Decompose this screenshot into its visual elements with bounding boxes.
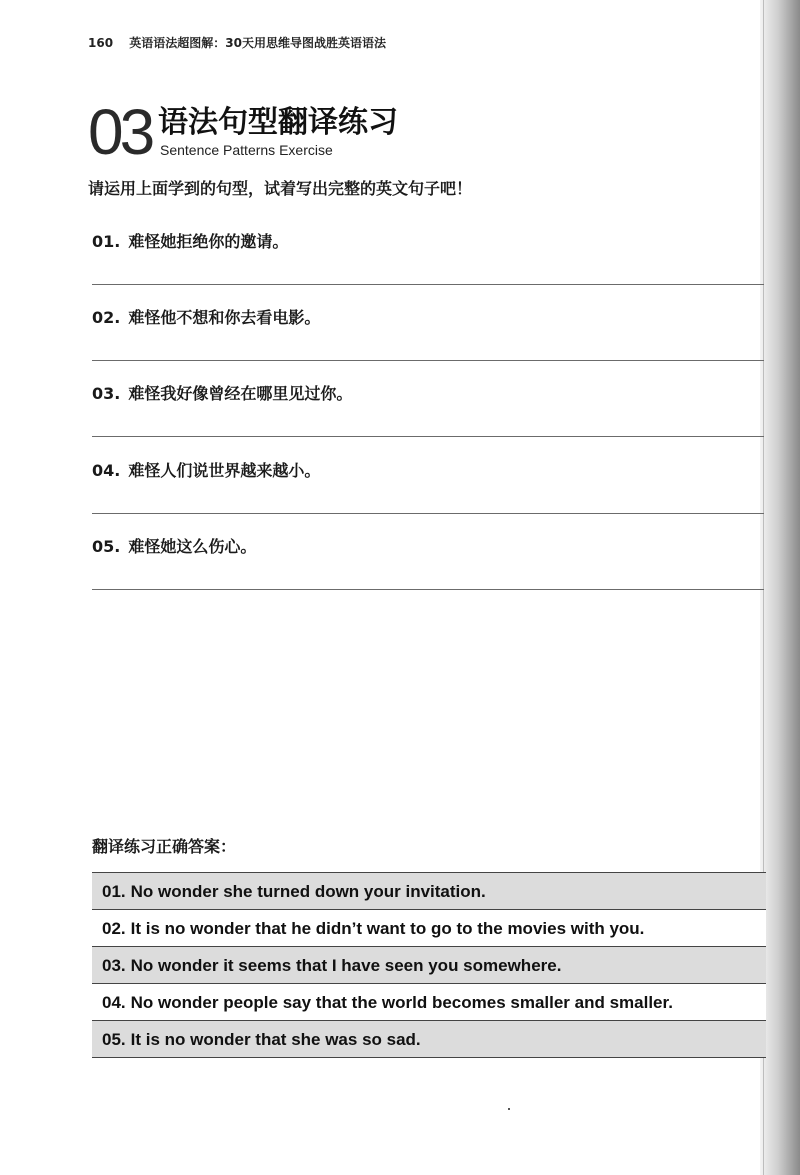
- exercise-number: 03.: [92, 384, 121, 403]
- answer-row: [92, 984, 766, 1021]
- exercise-number: 05.: [92, 537, 121, 556]
- answer-row: [92, 873, 766, 910]
- exercise-item: [92, 458, 764, 518]
- answers-table: [92, 872, 766, 1058]
- exercise-text: [92, 305, 320, 328]
- answer-writing-line[interactable]: [92, 360, 764, 361]
- section-number: 03: [88, 96, 152, 168]
- answer-sentence: It is no wonder that he didn’t want to go to the movies with you.: [130, 919, 645, 938]
- answer-number: 03.: [102, 956, 126, 975]
- answer-sentence: It is no wonder that she was so sad.: [130, 1030, 421, 1049]
- exercise-item: [92, 229, 764, 289]
- page-number: 160: [88, 36, 114, 50]
- answer-row: [92, 947, 766, 984]
- exercise-sentence: 难怪他不想和你去看电影。: [128, 308, 321, 327]
- answer-number: 01.: [102, 882, 126, 901]
- answer-writing-line[interactable]: [92, 284, 764, 285]
- exercise-sentence: 难怪人们说世界越来越小。: [128, 461, 321, 480]
- exercise-item: [92, 305, 764, 365]
- page-edge: [760, 0, 800, 1175]
- exercise-text: [92, 534, 256, 557]
- answer-sentence: No wonder it seems that I have seen you somewhere.: [130, 956, 562, 975]
- instruction-text: 请运用上面学到的句型，试着写出完整的英文句子吧！: [88, 179, 473, 198]
- answer-row: [92, 910, 766, 947]
- answer-sentence: No wonder people say that the world becomes smaller and smaller.: [130, 993, 673, 1012]
- exercise-number: 02.: [92, 308, 121, 327]
- answer-number: 02.: [102, 919, 126, 938]
- answers-heading: 翻译练习正确答案：: [92, 837, 237, 856]
- exercise-sentence: 难怪我好像曾经在哪里见过你。: [128, 384, 353, 403]
- exercise-text: [92, 458, 320, 481]
- answer-writing-line[interactable]: [92, 589, 764, 590]
- book-title: 英语语法超图解：30天用思维导图战胜英语语法: [129, 36, 386, 50]
- answer-number: 04.: [102, 993, 126, 1012]
- answer-number: 05.: [102, 1030, 126, 1049]
- running-header: [88, 34, 386, 51]
- exercise-number: 01.: [92, 232, 121, 251]
- exercise-number: 04.: [92, 461, 121, 480]
- exercise-sentence: 难怪她这么伤心。: [128, 537, 257, 556]
- section-title-en: Sentence Patterns Exercise: [160, 142, 333, 158]
- answer-sentence: No wonder she turned down your invitation.: [130, 882, 486, 901]
- exercise-sentence: 难怪她拒绝你的邀请。: [128, 232, 289, 251]
- exercise-item: [92, 534, 764, 594]
- exercise-text: [92, 229, 288, 252]
- answer-writing-line[interactable]: [92, 436, 764, 437]
- answer-row: [92, 1021, 766, 1058]
- exercise-item: [92, 381, 764, 441]
- exercise-text: [92, 381, 352, 404]
- answer-writing-line[interactable]: [92, 513, 764, 514]
- stray-mark: [508, 1108, 510, 1110]
- section-title-cn: 语法句型翻译练习: [158, 105, 398, 140]
